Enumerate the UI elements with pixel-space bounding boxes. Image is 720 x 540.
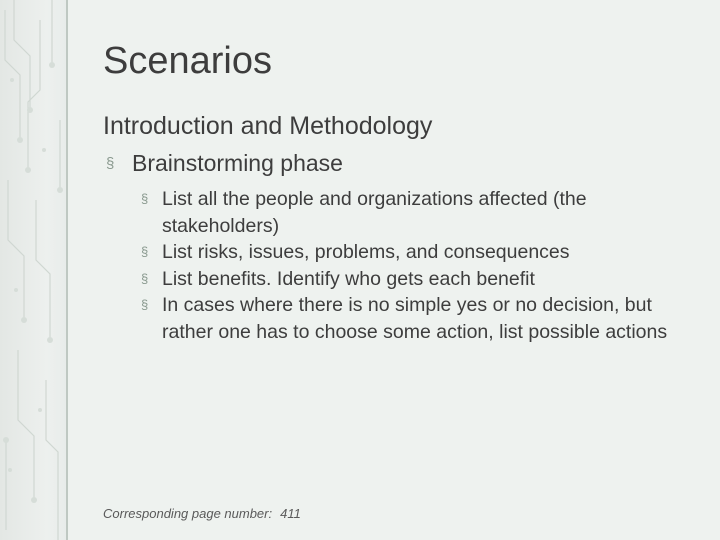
list-item-text: List risks, issues, problems, and consequences [162, 241, 570, 263]
list-item-text: List all the people and organizations affected (the stakeholders) [162, 188, 587, 237]
list-item [141, 292, 701, 345]
slide-subtitle: Introduction and Methodology [103, 112, 433, 140]
list-item-text: In cases where there is no simple yes or no decision, but rather one has to choose some action, list possible actions [162, 294, 668, 343]
slide-title: Scenarios [103, 40, 272, 82]
list-item [141, 266, 701, 293]
sub-bullet-list [141, 186, 701, 345]
bullet-icon: § [141, 297, 149, 312]
bullet-level1 [106, 150, 343, 177]
list-item [141, 186, 701, 239]
list-item-text: List benefits. Identify who gets each benefit [162, 267, 535, 290]
bullet-level1-text: Brainstorming phase [132, 150, 343, 176]
circuit-pattern-graphic [0, 0, 67, 540]
bullet-icon: § [141, 191, 149, 206]
bullet-icon: § [141, 244, 149, 259]
footer-page-number: 411 [280, 506, 301, 521]
bullet-icon: § [106, 155, 115, 172]
footer-label: Corresponding page number: [103, 506, 273, 521]
footer-page-reference [103, 506, 301, 521]
side-divider-line [66, 0, 68, 540]
circuit-pattern-band [0, 0, 67, 540]
list-item [141, 239, 701, 266]
bullet-icon: § [141, 270, 149, 286]
